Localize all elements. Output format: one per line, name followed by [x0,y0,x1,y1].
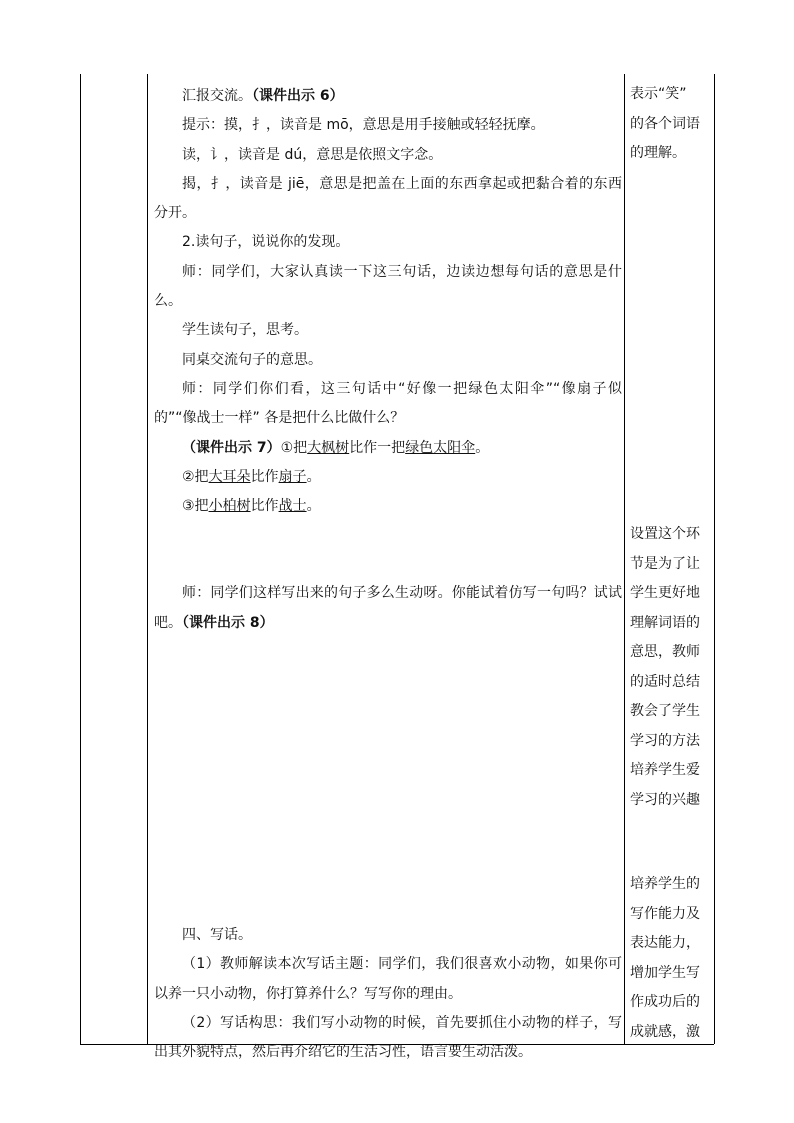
note-line: 理解词语的 [630,614,700,631]
note-block [630,80,714,169]
table-border-mid-2 [624,74,625,1044]
note-line: 培养学生爱 [630,762,700,778]
note-line: 教会了学生 [630,703,700,719]
note-block [630,520,714,815]
note-line: 学习的方法 [630,732,700,749]
spacer [154,638,622,921]
note-line: 的理解。 [630,145,686,161]
step-heading: 2.读句子，说说你的发现。 [182,234,350,251]
report-line: 汇报交流。（课件出示 6） [182,88,344,104]
writing-step: （1）教师解读本次写话主题：同学们，我们很喜欢小动物，如果你可以养一只小动物，你打算养什么？写写你的理由。 [154,956,622,1002]
tip-line: 揭，扌，读音是 jiē，意思是把盖在上面的东西拿起或把黏合着的东西分开。 [154,175,622,222]
tip-line: 读，讠，读音是 dú，意思是依照文字念。 [182,146,443,163]
student-line: 学生读句子，思考。 [182,322,308,339]
table-border-mid-1 [147,74,148,1044]
section-heading: 四、写话。 [182,927,252,944]
note-line: 的适时总结 [630,673,700,690]
simile-line: ②把大耳朵比作扇子。 [182,468,321,485]
teacher-line: 师：同学们这样写出来的句子多么生动呀。你能试着仿写一句吗？试试吧。（课件出示 8） [154,585,622,631]
simile-line: ③把小柏树比作战士。 [182,498,321,515]
note-line: 作成功后的 [630,994,700,1010]
note-line: 表示“笑” [630,86,687,102]
slide-label: （课件出示 7） [182,439,281,456]
note-block [630,870,714,1047]
slide-label: （课件出示 6） [252,88,344,104]
note-line: 增加学生写 [630,964,700,981]
note-line: 意思，教师 [630,644,700,660]
teacher-line: 师：同学们，大家认真读一下这三句话，边读边想每句话的意思是什么。 [154,263,622,310]
table-border-right [714,74,715,1044]
table-border-left [80,74,81,1044]
note-line: 的各个词语 [630,115,700,132]
student-line: 同桌交流句子的意思。 [182,351,322,368]
tip-line: 提示：摸，扌，读音是 mō，意思是用手接触或轻轻抚摩。 [182,117,545,134]
note-line: 培养学生的 [630,876,700,892]
writing-step: （2）写话构思：我们写小动物的时候，首先要抓住小动物的样子，写出其外貌特点，然后再介绍它的生活习性，语言要生动活泼。 [154,1014,622,1061]
slide-label: （课件出示 8） [182,614,274,631]
note-line: 学习的兴趣 [630,791,700,808]
note-line: 成就感，激 [630,1023,700,1040]
lesson-content [154,82,622,1068]
teacher-line: 师：同学们你们看，这三句话中“好像一把绿色太阳伞”“像扇子似的”“像战士一样” 各是把什么比做什么？ [154,380,622,427]
simile-line: （课件出示 7）①把大枫树比作一把绿色太阳伞。 [182,439,490,456]
note-line: 设置这个环 [630,526,700,542]
spacer [154,521,622,579]
note-line: 表达能力， [630,935,700,951]
note-line: 写作能力及 [630,905,700,922]
note-line: 节是为了让 [630,555,700,572]
note-line: 学生更好地 [630,585,700,601]
